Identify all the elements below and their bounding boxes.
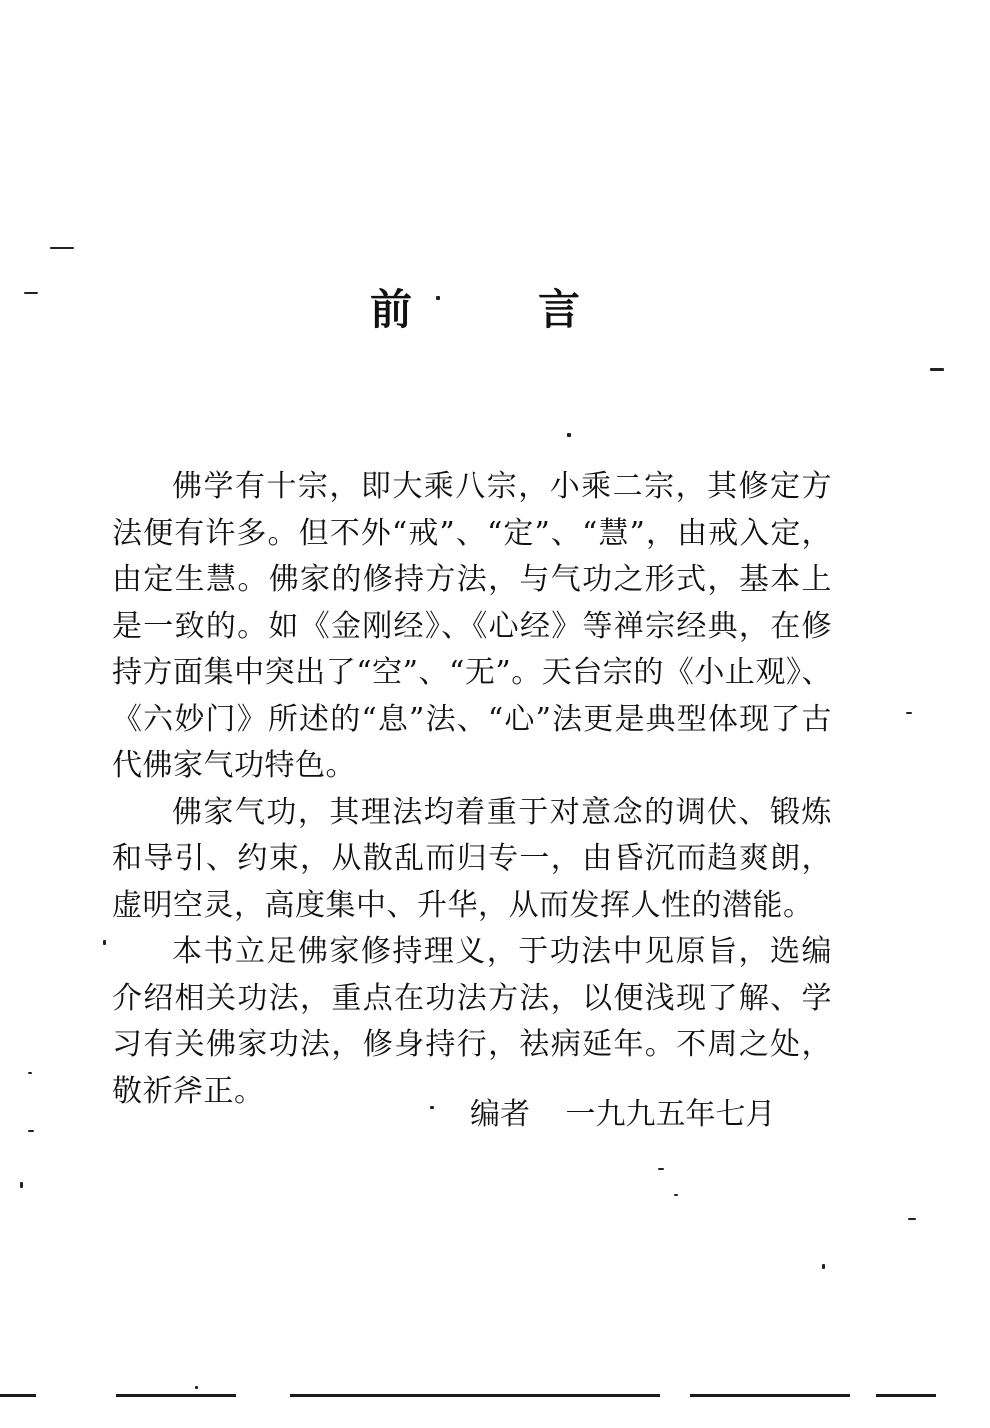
bottom-rule [0,1394,36,1397]
signature-date: 一九九五年七月 [565,1097,776,1132]
scan-mark [567,433,571,437]
scan-mark [103,940,106,945]
signature-author: 编者 [470,1097,530,1132]
scan-mark [195,1386,198,1389]
scan-mark [28,1130,34,1132]
bottom-rule [116,1394,236,1397]
title-char-first: 前 [370,285,413,334]
preface-body [112,464,832,1115]
paragraph-3: 本书立足佛家修持理义，于功法中见原旨，选编介绍相关功法，重点在功法方法，以便浅现了解、学习有关佛家功法，修身持行，祛病延年。不周之处，敬祈斧正。 [112,934,832,1109]
scan-mark [430,1106,434,1109]
scan-mark [24,292,38,294]
scan-mark [908,1218,916,1220]
page-title [370,280,580,340]
bottom-rule [876,1394,936,1397]
scan-mark [658,1168,664,1170]
scan-mark [822,1264,825,1269]
scan-mark [436,296,440,300]
scan-mark [674,1194,678,1196]
paragraph-1: 佛学有十宗，即大乘八宗，小乘二宗，其修定方法便有许多。但不外“戒”、“定”、“慧”，由戒入定，由定生慧。佛家的修持方法，与气功之形式，基本上是一致的。如《金刚经》、《心经》等禅宗经典，在修持方面集中突出了“空”、“无”。天台宗的《小止观》、《六妙门》所述的“息”法、“心”法更是典型体现了古代佛家气功特色。 [112,469,832,783]
signature-line [470,1092,776,1138]
scan-mark [930,368,944,371]
scan-mark [50,247,74,249]
title-char-second: 言 [537,285,580,334]
bottom-rule [290,1394,660,1397]
scan-mark [906,712,912,714]
bottom-rule [690,1394,850,1397]
paragraph-2: 佛家气功，其理法均着重于对意念的调伏、锻炼和导引、约束，从散乱而归专一，由昏沉而趋爽朗，虚明空灵，高度集中、升华，从而发挥人性的潜能。 [112,794,832,923]
scan-mark [28,1072,32,1074]
scan-mark [20,1182,23,1188]
